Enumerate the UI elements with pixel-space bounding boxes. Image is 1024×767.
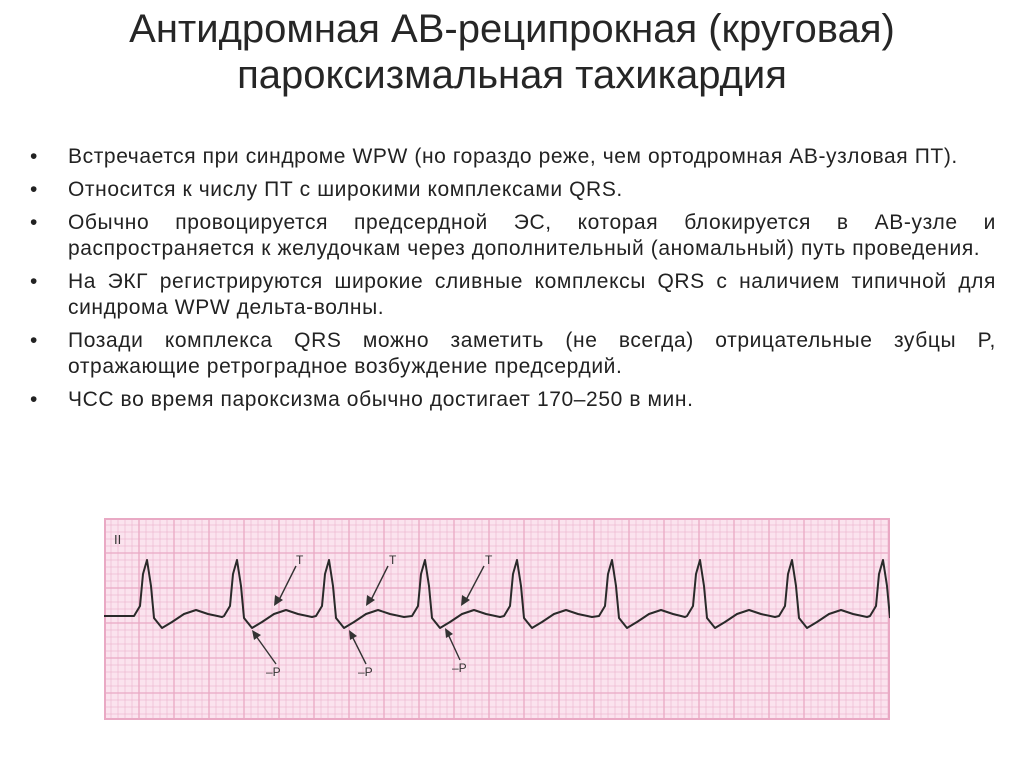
bullet-text: Обычно провоцируется предсердной ЭС, которая блокируется в АВ-узле и распространяется к желудочкам через дополнительный (аномальный) путь проведения. (68, 211, 996, 260)
bullet-item (28, 177, 996, 203)
p-label: –P (452, 661, 467, 675)
ecg-strip (104, 518, 890, 720)
bullet-item (28, 210, 996, 262)
bullet-marker: • (30, 270, 38, 293)
bullet-marker: • (30, 211, 38, 234)
ecg-paper (104, 518, 890, 720)
t-label: T (389, 553, 397, 567)
bullet-item (28, 387, 996, 413)
p-label: –P (358, 665, 373, 679)
bullet-item (28, 328, 996, 380)
bullet-marker: • (30, 178, 38, 201)
bullet-text: ЧСС во время пароксизма обычно достигает 170–250 в мин. (68, 388, 694, 411)
ecg-figure (104, 518, 890, 720)
bullet-text: На ЭКГ регистрируются широкие сливные комплексы QRS с наличием типичной для синдрома WPW дельта-волны. (68, 270, 996, 319)
bullet-text: Позади комплекса QRS можно заметить (не всегда) отрицательные зубцы P, отражающие ретроградное возбуждение предсердий. (68, 329, 996, 378)
bullet-marker: • (30, 388, 38, 411)
t-label: T (485, 553, 493, 567)
ecg-lead-label: II (114, 532, 122, 547)
bullet-text: Встречается при синдроме WPW (но гораздо реже, чем ортодромная АВ-узловая ПТ). (68, 145, 958, 168)
bullet-list (28, 144, 996, 420)
bullet-item (28, 269, 996, 321)
p-label: –P (266, 665, 281, 679)
bullet-item (28, 144, 996, 170)
slide-title-line-2: пароксизмальная тахикардия (237, 53, 787, 97)
bullet-text: Относится к числу ПТ с широкими комплексами QRS. (68, 178, 623, 201)
slide-title-line-1: Антидромная АВ-реципрокная (круговая) (129, 7, 895, 51)
bullet-marker: • (30, 329, 38, 352)
t-label: T (296, 553, 304, 567)
slide-title (0, 6, 1024, 98)
bullet-marker: • (30, 145, 38, 168)
